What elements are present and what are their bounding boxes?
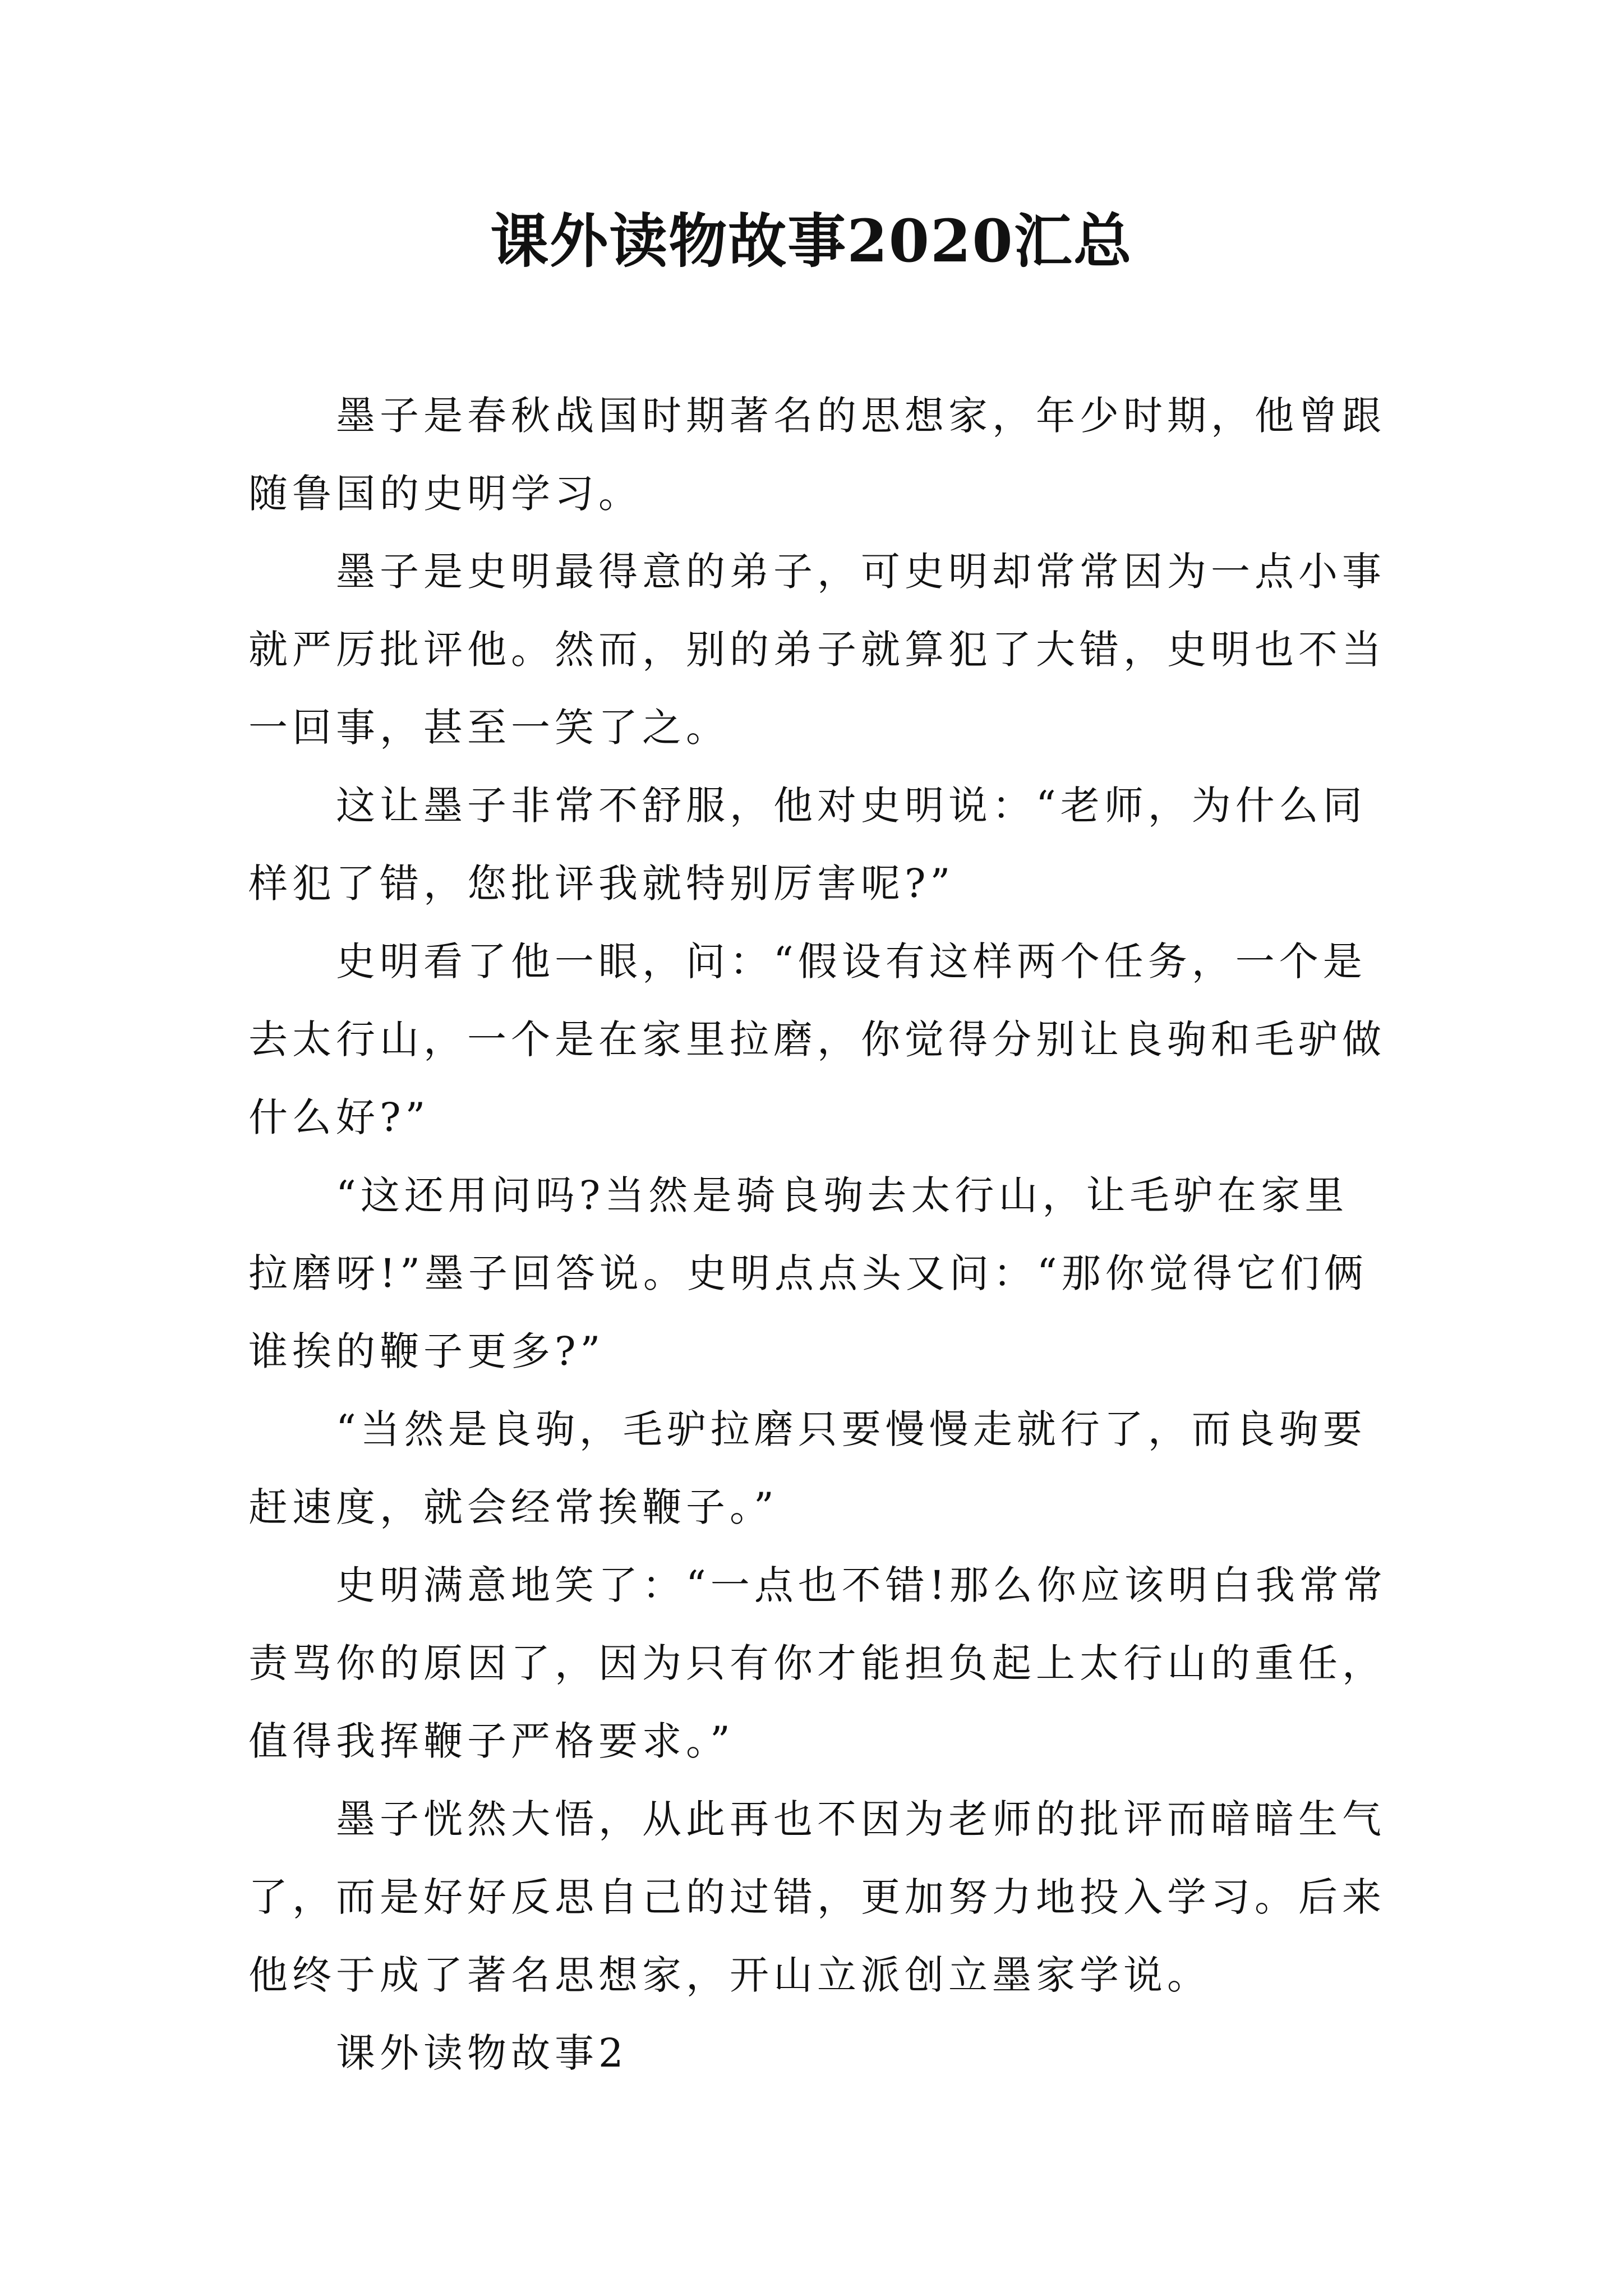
text-line: 样犯了错，您批评我就特别厉害呢?” — [248, 861, 955, 907]
text-line: 谁挨的鞭子更多?” — [248, 1328, 605, 1374]
paragraph — [248, 533, 1387, 767]
text-line: 史明看了他一眼，问：“假设有这样两个任务，一个是 — [336, 938, 1367, 984]
text-line: “这还用问吗?当然是骑良驹去太行山，让毛驴在家里 — [336, 1172, 1349, 1218]
paragraph — [248, 377, 1387, 533]
text-line: 墨子是春秋战国时期著名的思想家，年少时期，他曾跟 — [336, 393, 1386, 439]
paragraph — [248, 1391, 1387, 1547]
document-title: 课外读物故事2020汇总 — [490, 206, 1133, 275]
text-line: 去太行山，一个是在家里拉磨，你觉得分别让良驹和毛驴做 — [248, 1016, 1386, 1062]
text-line: 随鲁国的史明学习。 — [248, 471, 642, 517]
text-line: “当然是良驹，毛驴拉磨只要慢慢走就行了，而良驹要 — [336, 1406, 1367, 1452]
text-line: 课外读物故事2 — [336, 2030, 628, 2076]
paragraph — [248, 1780, 1387, 2014]
paragraph — [248, 767, 1387, 923]
text-line: 什么好?” — [248, 1094, 430, 1140]
text-line: 史明满意地笑了：“一点也不错!那么你应该明白我常常 — [336, 1562, 1387, 1608]
section-heading — [248, 2014, 1387, 2092]
text-line: 一回事，甚至一笑了之。 — [248, 705, 730, 751]
text-line: 墨子恍然大悟，从此再也不因为老师的批评而暗暗生气 — [336, 1796, 1386, 1842]
paragraph — [248, 1157, 1387, 1391]
paragraph — [248, 1547, 1387, 1780]
text-line: 了，而是好好反思自己的过错，更加努力地投入学习。后来 — [248, 1874, 1386, 1920]
text-line: 值得我挥鞭子严格要求。” — [248, 1718, 735, 1764]
text-line: 就严厉批评他。然而，别的弟子就算犯了大错，史明也不当 — [248, 627, 1386, 673]
text-line: 墨子是史明最得意的弟子，可史明却常常因为一点小事 — [336, 549, 1386, 595]
paragraph — [248, 923, 1387, 1157]
text-line: 这让墨子非常不舒服，他对史明说：“老师，为什么同 — [336, 783, 1367, 829]
text-line: 拉磨呀!”墨子回答说。史明点点头又问：“那你觉得它们俩 — [248, 1250, 1368, 1296]
text-line: 他终于成了著名思想家，开山立派创立墨家学说。 — [248, 1952, 1211, 1998]
document-body — [248, 377, 1387, 2092]
text-line: 赶速度，就会经常挨鞭子。” — [248, 1484, 778, 1530]
text-line: 责骂你的原因了，因为只有你才能担负起上太行山的重任， — [248, 1640, 1386, 1686]
